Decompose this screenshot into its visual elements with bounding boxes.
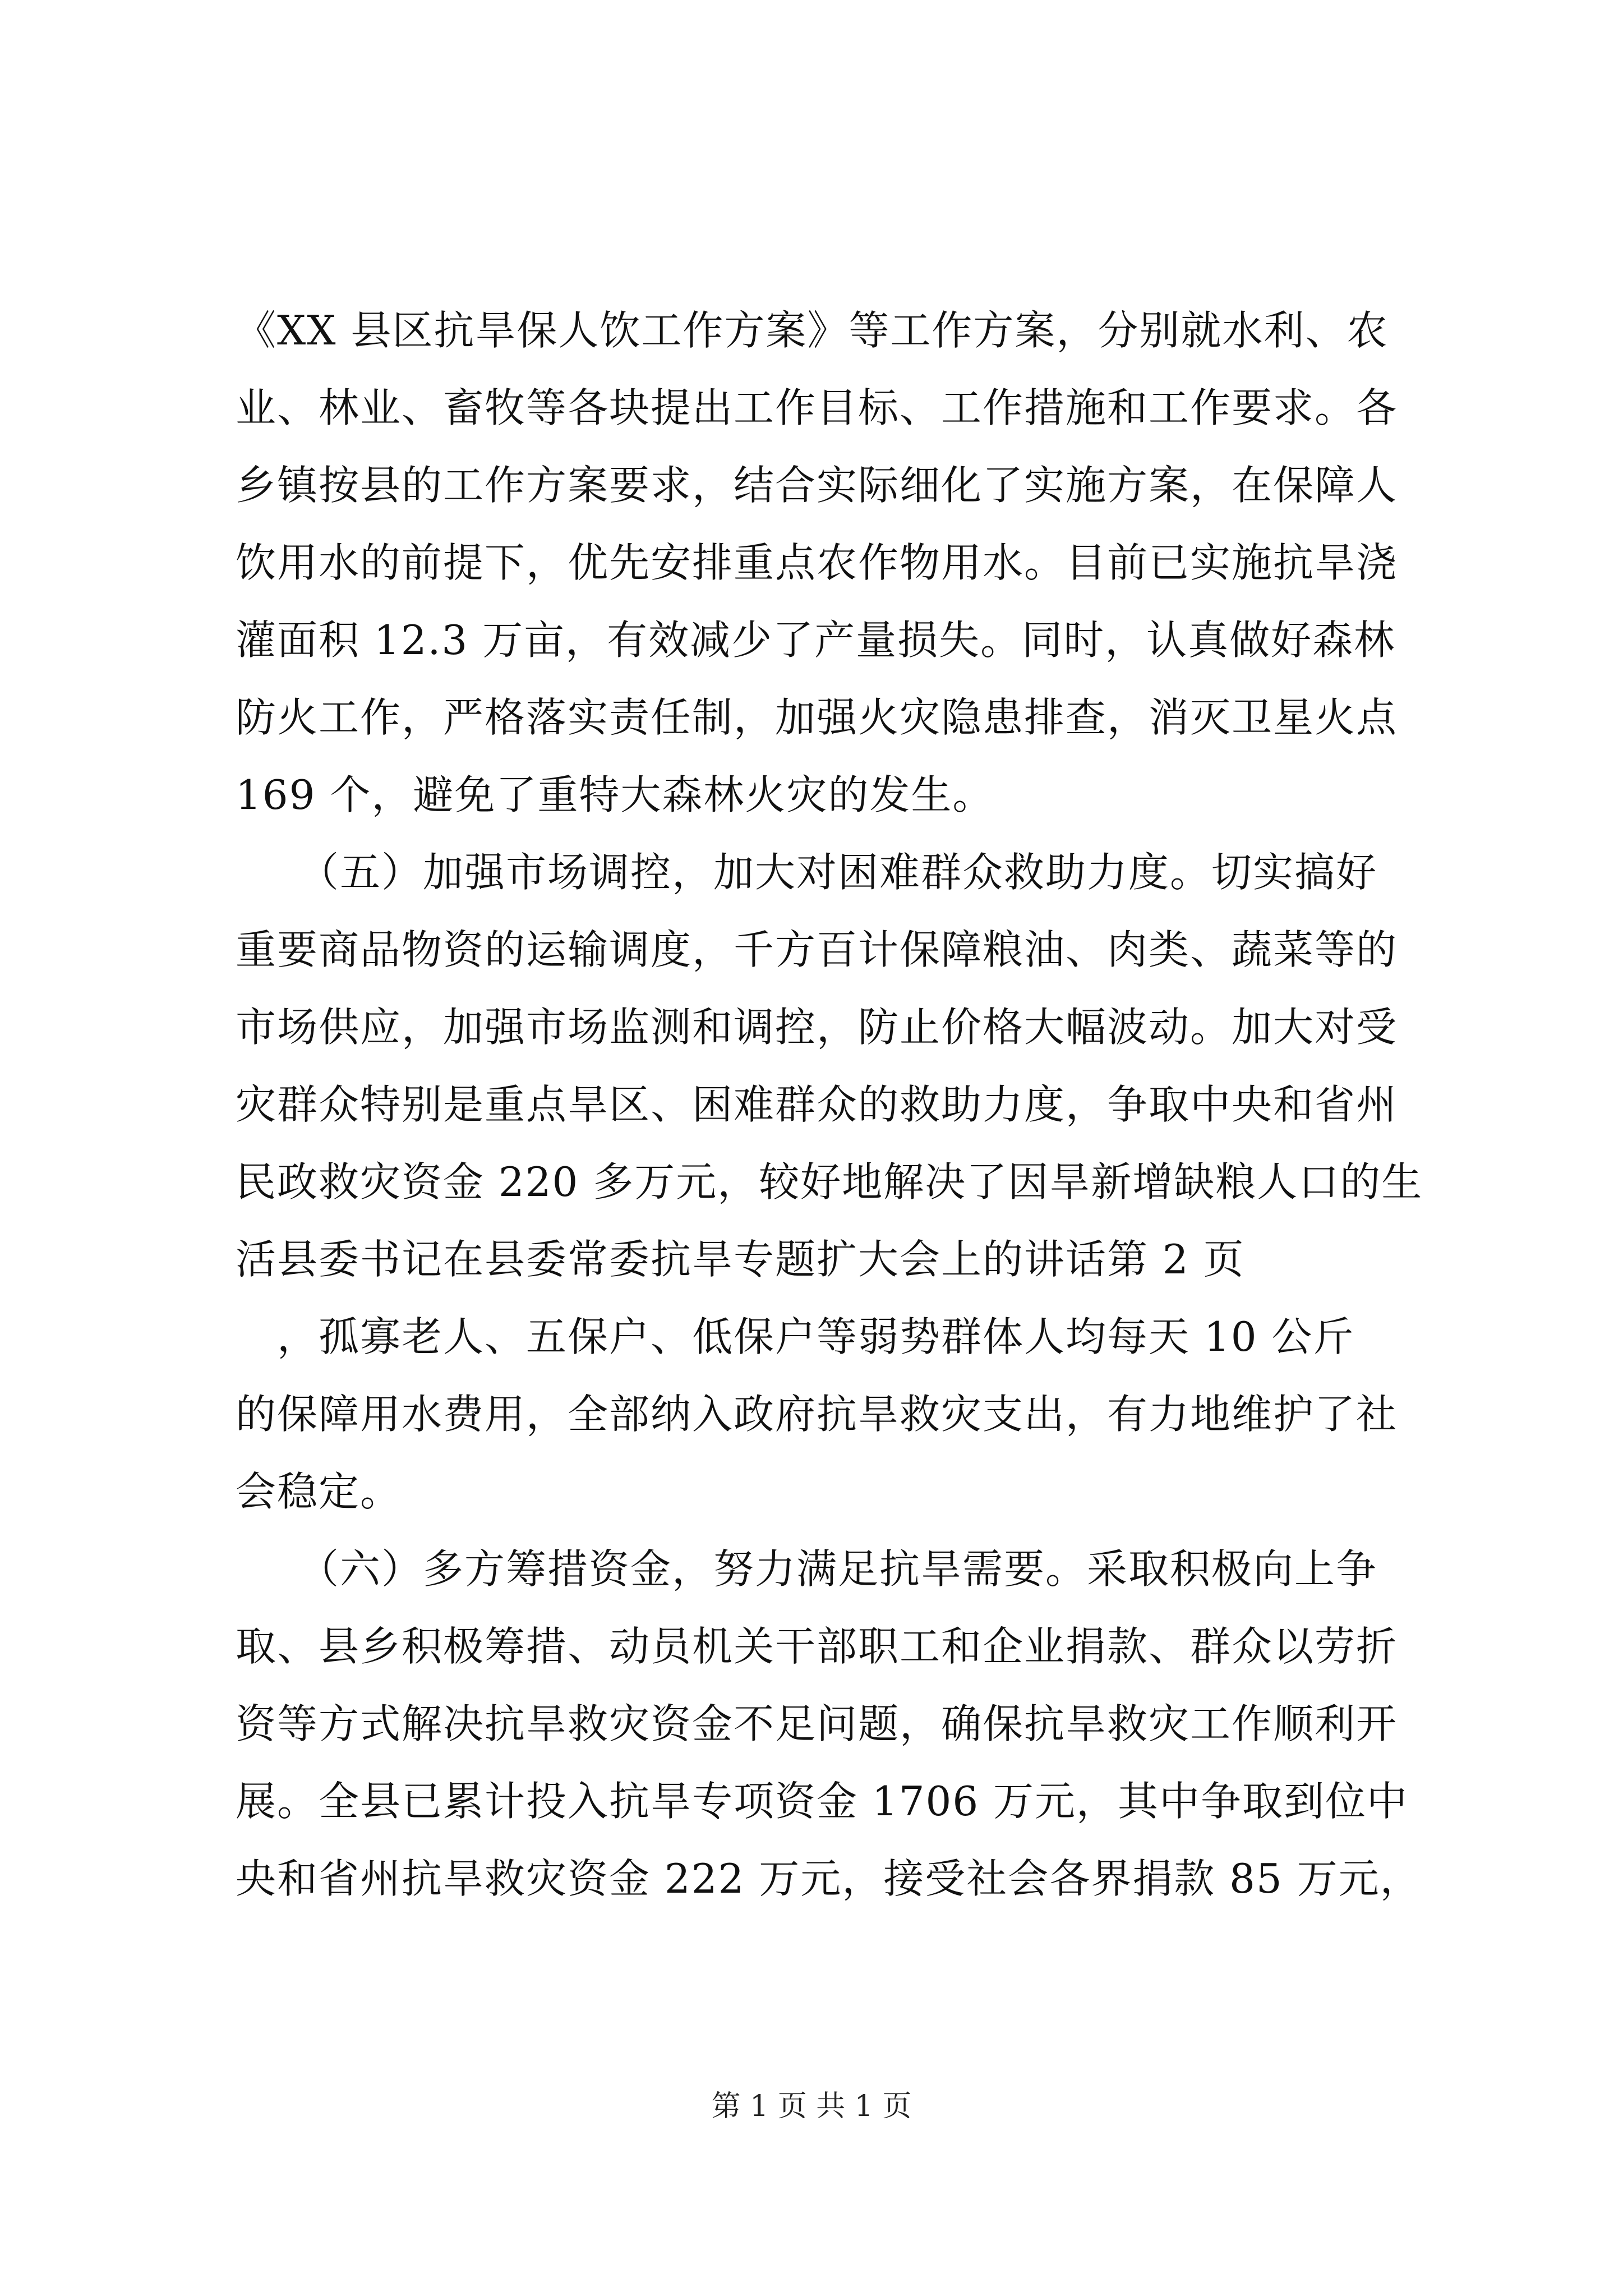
text-line: （六）多方筹措资金，努力满足抗旱需要。采取积极向上争 xyxy=(236,1545,1378,1593)
text-line: 展。全县已累计投入抗旱专项资金 1706 万元，其中争取到位中 xyxy=(236,1778,1409,1825)
text-line: 央和省州抗旱救灾资金 222 万元，接受社会各界捐款 85 万元， xyxy=(236,1855,1422,1902)
page-footer: 第 1 页 共 1 页 xyxy=(711,2090,912,2123)
text-line: 防火工作，严格落实责任制，加强火灾隐患排查，消灭卫星火点 xyxy=(236,694,1398,741)
text-line: ，孤寡老人、五保户、低保户等弱势群体人均每天 10 公斤 xyxy=(236,1313,1355,1360)
text-line: 会稳定。 xyxy=(236,1468,402,1515)
text-line: 民政救灾资金 220 多万元，较好地解决了因旱新增缺粮人口的生 xyxy=(236,1158,1423,1205)
text-line: 资等方式解决抗旱救灾资金不足问题，确保抗旱救灾工作顺利开 xyxy=(236,1700,1398,1747)
text-line: 灾群众特别是重点旱区、困难群众的救助力度，争取中央和省州 xyxy=(236,1081,1398,1128)
text-line: 乡镇按县的工作方案要求，结合实际细化了实施方案，在保障人 xyxy=(236,462,1398,509)
text-line: 《XX 县区抗旱保人饮工作方案》等工作方案，分别就水利、农 xyxy=(236,307,1389,354)
text-line: 活县委书记在县委常委抗旱专题扩大会上的讲话第 2 页 xyxy=(236,1236,1245,1283)
text-line: 饮用水的前提下，优先安排重点农作物用水。目前已实施抗旱浇 xyxy=(236,539,1398,586)
text-line: （五）加强市场调控，加大对困难群众救助力度。切实搞好 xyxy=(236,849,1378,896)
text-line: 重要商品物资的运输调度，千方百计保障粮油、肉类、蔬菜等的 xyxy=(236,926,1398,973)
body-text xyxy=(236,292,1423,1917)
text-line: 市场供应，加强市场监测和调控，防止价格大幅波动。加大对受 xyxy=(236,1004,1398,1051)
text-line: 业、林业、畜牧等各块提出工作目标、工作措施和工作要求。各 xyxy=(236,384,1398,431)
text-line: 的保障用水费用，全部纳入政府抗旱救灾支出，有力地维护了社 xyxy=(236,1391,1398,1438)
text-line: 灌面积 12.3 万亩，有效减少了产量损失。同时，认真做好森林 xyxy=(236,616,1396,664)
text-line: 169 个，避免了重特大森林火灾的发生。 xyxy=(236,771,994,818)
text-line: 取、县乡积极筹措、动员机关干部职工和企业捐款、群众以劳折 xyxy=(236,1623,1398,1670)
